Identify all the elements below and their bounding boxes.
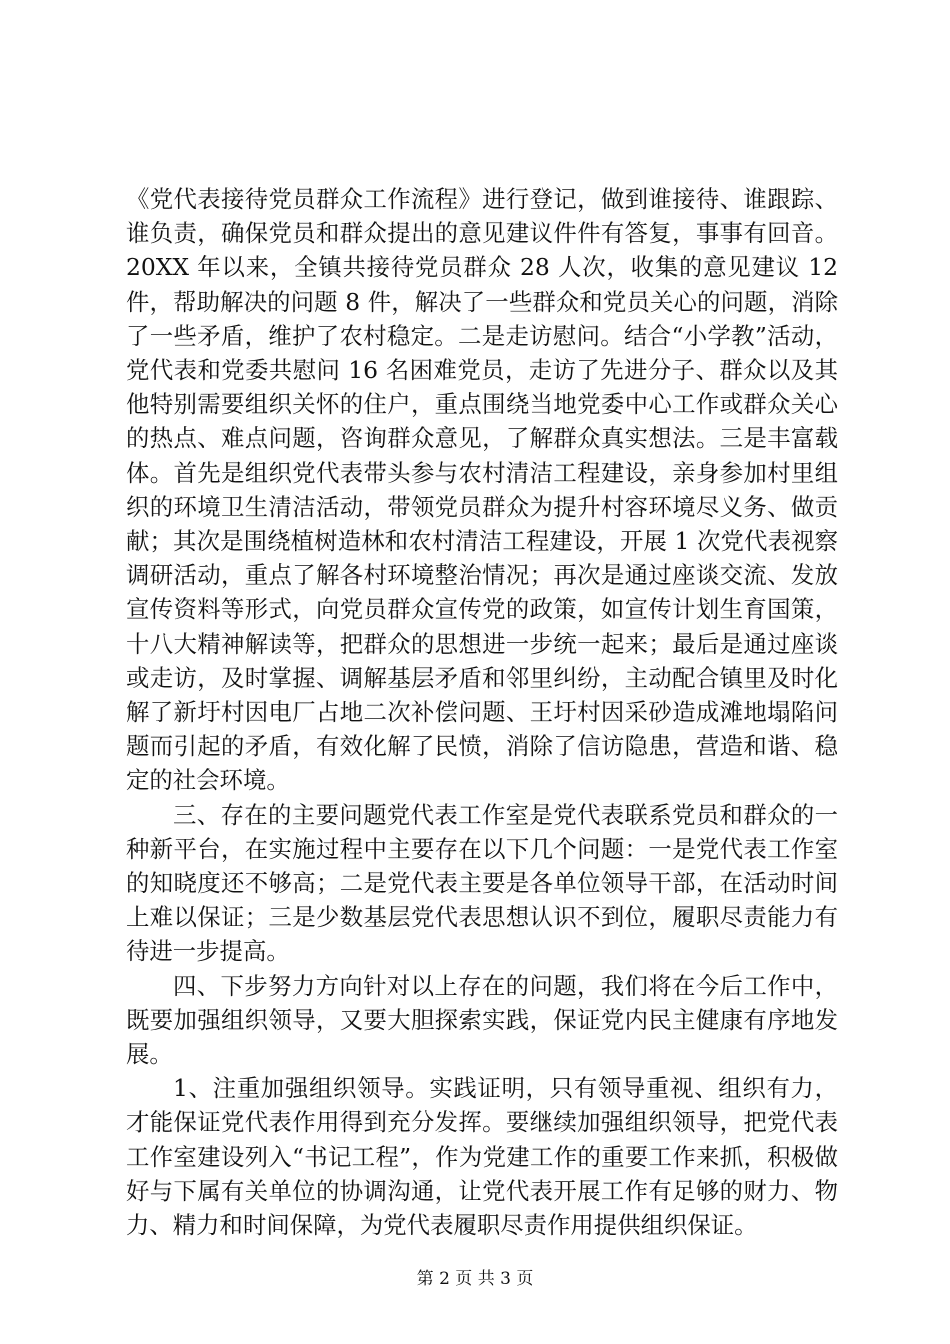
- paragraph-section-three: 三、存在的主要问题党代表工作室是党代表联系党员和群众的一种新平台，在实施过程中主要存在以下几个问题：一是党代表工作室的知晓度还不够高；二是党代表主要是各单位领导干部，在活动时间上难以保证；三是少数基层党代表思想认识不到位，履职尽责能力有待进一步提高。: [126, 800, 838, 966]
- page-footer: 第 2 页 共 3 页: [416, 1269, 534, 1289]
- body-text: [126, 182, 838, 1242]
- paragraph-section-four: 四、下步努力方向针对以上存在的问题，我们将在今后工作中，既要加强组织领导，又要大胆探索实践，保证党内民主健康有序地发展。: [126, 971, 838, 1069]
- paragraph-continuation: 《党代表接待党员群众工作流程》进行登记，做到谁接待、谁跟踪、谁负责，确保党员和群众提出的意见建议件件有答复，事事有回音。20XX 年以来，全镇共接待党员群众 28 人次，收集的意见建议 12 件，帮助解决的问题 8 件，解决了一些群众和党员关心的问题，消除了一些矛盾，维护了农村稳定。二是走访慰问。结合“小学教”活动，党代表和党委共慰问 16 名困难党员，走访了先进分子、群众以及其他特别需要组织关怀的住户，重点围绕当地党委中心工作或群众关心的热点、难点问题，咨询群众意见，了解群众真实想法。三是丰富载体。首先是组织党代表带头参与农村清洁工程建设，亲身参加村里组织的环境卫生清洁活动，带领党员群众为提升村容环境尽义务、做贡献；其次是围绕植树造林和农村清洁工程建设，开展 1 次党代表视察调研活动，重点了解各村环境整治情况；再次是通过座谈交流、发放宣传资料等形式，向党员群众宣传党的政策，如宣传计划生育国策，十八大精神解读等，把群众的思想进一步统一起来；最后是通过座谈或走访，及时掌握、调解基层矛盾和邻里纠纷，主动配合镇里及时化解了新圩村因电厂占地二次补偿问题、王圩村因采砂造成滩地塌陷问题而引起的矛盾，有效化解了民愤，消除了信访隐患，营造和谐、稳定的社会环境。: [126, 185, 838, 795]
- paragraph-item-one: 1、注重加强组织领导。实践证明，只有领导重视、组织有力，才能保证党代表作用得到充分发挥。要继续加强组织领导，把党代表工作室建设列入“书记工程”，作为党建工作的重要工作来抓，积极做好与下属有关单位的协调沟通，让党代表开展工作有足够的财力、物力、精力和时间保障，为党代表履职尽责作用提供组织保证。: [126, 1074, 838, 1240]
